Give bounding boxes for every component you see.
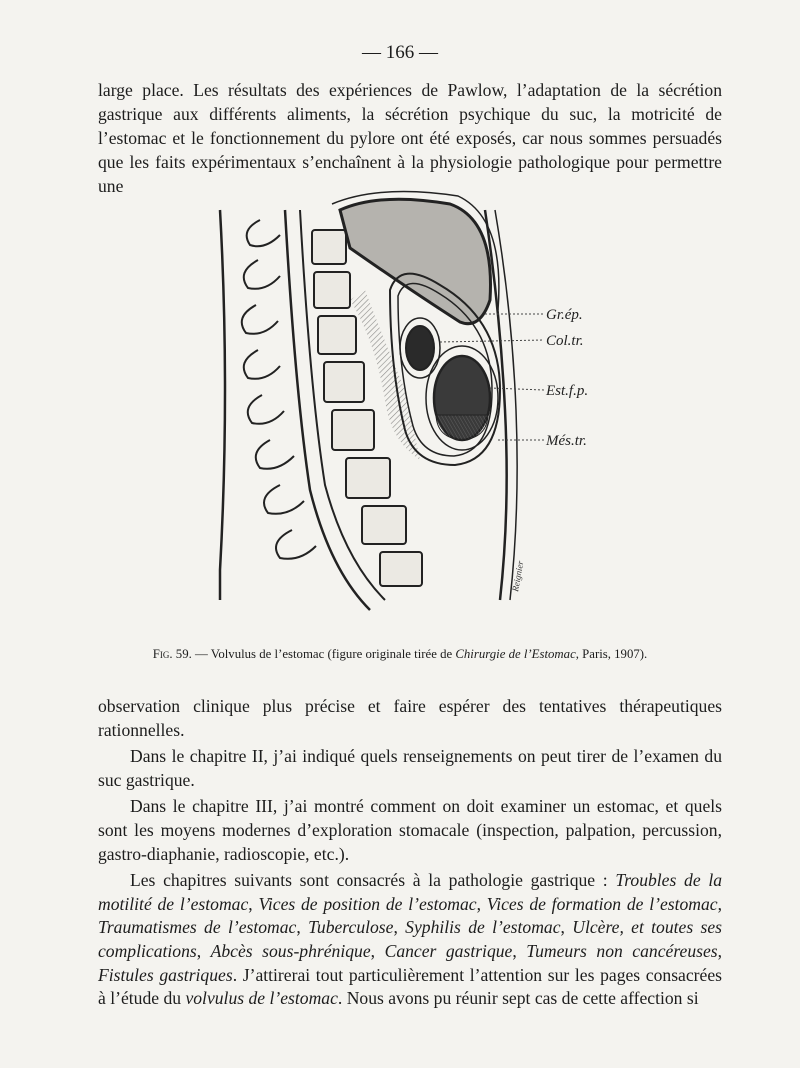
topics-end: . Nous avons pu réunir sept cas de cette affection si <box>337 988 699 1009</box>
figure-caption <box>0 647 800 662</box>
paragraph-observation: observation clinique plus précise et faire espérer des tentatives thérapeutiques rationnelles. <box>98 696 722 740</box>
topic-item: Cancer gastrique <box>384 940 513 961</box>
paragraph-top <box>98 78 722 196</box>
back-outline <box>220 210 225 600</box>
topic-item: Abcès sous-phrénique <box>210 940 371 961</box>
label-gr-ep: Gr.ép. <box>546 307 583 323</box>
paragraph-chapter-2: Dans le chapitre II, j’ai indiqué quels renseignements on peut tirer de l’examen du suc gastrique. <box>98 746 722 790</box>
volvulus-term: volvulus de l’estomac <box>185 988 338 1009</box>
topic-item: Traumatismes de l’estomac <box>98 917 297 938</box>
paragraph-top-text: large place. Les résultats des expériences de Pawlow, l’adaptation de la sécrétion gastrique aux différents aliments, la sécrétion psychique du suc, la motricité de l’estomac et le fonctionnement du pylore ont été exposés, car nous sommes persuadés que les faits expérimentaux s’enchaînent à la physiologie pathologique pour permettre une <box>98 80 722 196</box>
gastric-fluid-level <box>436 415 488 440</box>
label-mes-tr: Més.tr. <box>546 433 587 449</box>
topic-item: Ulcère, et toutes ses complications <box>98 917 723 961</box>
label-est-fp: Est.f.p. <box>546 383 589 399</box>
paragraph-chapter-3: Dans le chapitre III, j’ai montré comment on doit examiner un estomac, et quels sont les moyens modernes d’exploration stomacale (inspection, palpation, percussion, gastro-diaphanie, radioscopie, etc.). <box>98 796 722 864</box>
topic-item: Vices de formation de l’estomac <box>486 893 718 914</box>
topic-item: Troubles de la motilité de l’estomac <box>98 870 723 914</box>
topic-item: Tuberculose <box>308 917 394 938</box>
spinous-processes <box>242 220 316 559</box>
topics-middle: J’attirerai tout particulièrement l’attention sur les pages consacrées à l’étude du <box>98 964 722 1009</box>
topic-item: Syphilis de l’estomac <box>405 917 561 938</box>
figure-number: Fig. 59. <box>152 647 192 661</box>
transverse-colon <box>406 326 434 370</box>
body-text <box>98 695 722 1014</box>
artist-signature: Reignier <box>510 560 526 593</box>
topic-item: Tumeurs non cancéreuses <box>526 940 718 961</box>
page-number: — 166 — <box>362 42 438 63</box>
topic-item: Fistules gastriques <box>98 964 233 985</box>
caption-end: , Paris, 1907). <box>575 647 648 661</box>
label-col-tr: Col.tr. <box>546 333 584 349</box>
figure-volvulus <box>200 190 620 620</box>
caption-text: — Volvulus de l’estomac (figure originale tirée de <box>191 647 456 661</box>
topic-item: Vices de position de l’estomac <box>258 893 477 914</box>
caption-source-title: Chirurgie de l’Estomac <box>455 647 576 661</box>
topics-intro: Les chapitres suivants sont consacrés à la pathologie gastrique : <box>130 870 616 891</box>
paragraph-chapters-following: Les chapitres suivants sont consacrés à la pathologie gastrique : Troubles de la motilité de l’estomac, Vices de position de l’estomac, Vices de formation de l’estomac, Traumatismes de l’estomac, Tuberculose, Syphilis de l’estomac, Ulcère, et toutes ses complications, Abcès sous-phrénique, Cancer gastrique, Tumeurs non cancéreuses, Fistules gastriques. J’attirerai tout particulièrement l’attention sur les pages consacrées à l’étude du volvulus de l’estomac. Nous avons pu réunir sept cas de cette affection si <box>98 870 723 1009</box>
anatomical-illustration <box>200 190 620 620</box>
